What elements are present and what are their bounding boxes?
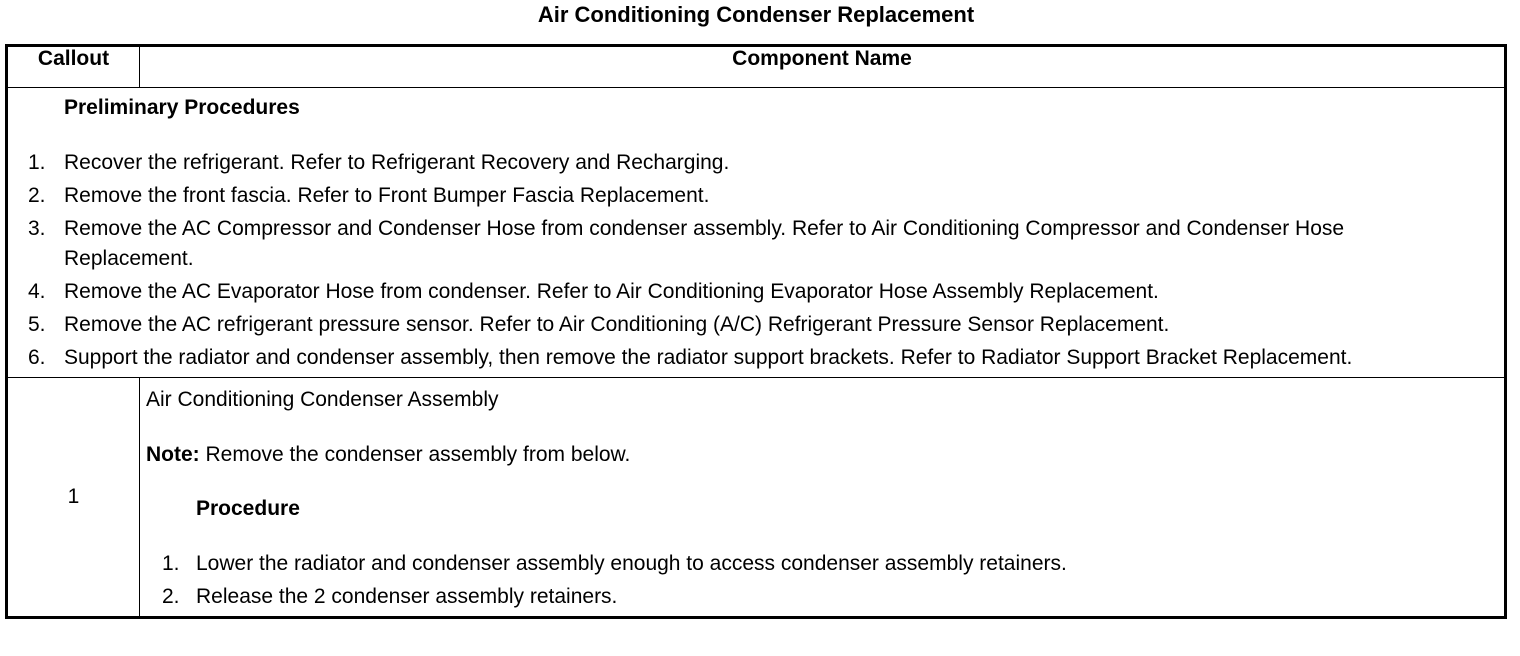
- preliminary-procedures-cell: [7, 88, 1506, 378]
- step-text: Remove the AC Evaporator Hose from condenser. Refer to Air Conditioning Evaporator Hose Assembly Replacement.: [64, 280, 1159, 303]
- step-text: Recover the refrigerant. Refer to Refrigerant Recovery and Recharging.: [64, 151, 730, 174]
- step-number: 1.: [162, 552, 180, 575]
- preliminary-step: [8, 148, 1504, 178]
- preliminary-steps-list: [8, 148, 1504, 373]
- step-text: Release the 2 condenser assembly retainers.: [196, 585, 618, 608]
- step-number: 2.: [162, 585, 180, 608]
- page-title: Air Conditioning Condenser Replacement: [537, 2, 975, 27]
- component-name-column-header: Component Name: [140, 46, 1506, 88]
- step-number: 4.: [28, 280, 46, 303]
- step-text: Remove the front fascia. Refer to Front Bumper Fascia Replacement.: [64, 184, 710, 207]
- note-label: Note:: [146, 443, 200, 466]
- step-number: 1.: [28, 151, 46, 174]
- preliminary-procedures-row: [7, 88, 1506, 378]
- preliminary-step: [8, 214, 1504, 274]
- procedure-steps-list: [146, 549, 1504, 612]
- component-cell: [140, 378, 1506, 618]
- procedure-table: [5, 44, 1507, 619]
- step-number: 3.: [28, 217, 46, 240]
- procedure-step: [146, 549, 1504, 579]
- step-text: Support the radiator and condenser assembly, then remove the radiator support brackets. Refer to Radiator Support Bracket Replacement.: [64, 346, 1353, 369]
- preliminary-step: [8, 181, 1504, 211]
- procedure-step: [146, 582, 1504, 612]
- table-header-row: [7, 46, 1506, 88]
- component-note: [146, 440, 1504, 470]
- callout-column-header: Callout: [7, 46, 140, 88]
- table-row: [7, 378, 1506, 618]
- preliminary-procedures-heading: Preliminary Procedures: [64, 96, 300, 119]
- step-text: Remove the AC refrigerant pressure sensor. Refer to Air Conditioning (A/C) Refrigerant Pressure Sensor Replacement.: [64, 313, 1170, 336]
- step-text: Remove the AC Compressor and Condenser Hose from condenser assembly. Refer to Air Conditioning Compressor and Condenser Hose Replacement.: [64, 217, 1345, 270]
- component-name: Air Conditioning Condenser Assembly: [146, 388, 499, 411]
- callout-cell: 1: [7, 378, 140, 618]
- preliminary-step: [8, 310, 1504, 340]
- step-number: 6.: [28, 346, 46, 369]
- step-number: 5.: [28, 313, 46, 336]
- preliminary-step: [8, 277, 1504, 307]
- note-text: Remove the condenser assembly from below.: [199, 443, 631, 466]
- procedure-heading: Procedure: [196, 497, 300, 520]
- step-number: 2.: [28, 184, 46, 207]
- preliminary-step: [8, 343, 1504, 373]
- step-text: Lower the radiator and condenser assembly enough to access condenser assembly retainers.: [196, 552, 1067, 575]
